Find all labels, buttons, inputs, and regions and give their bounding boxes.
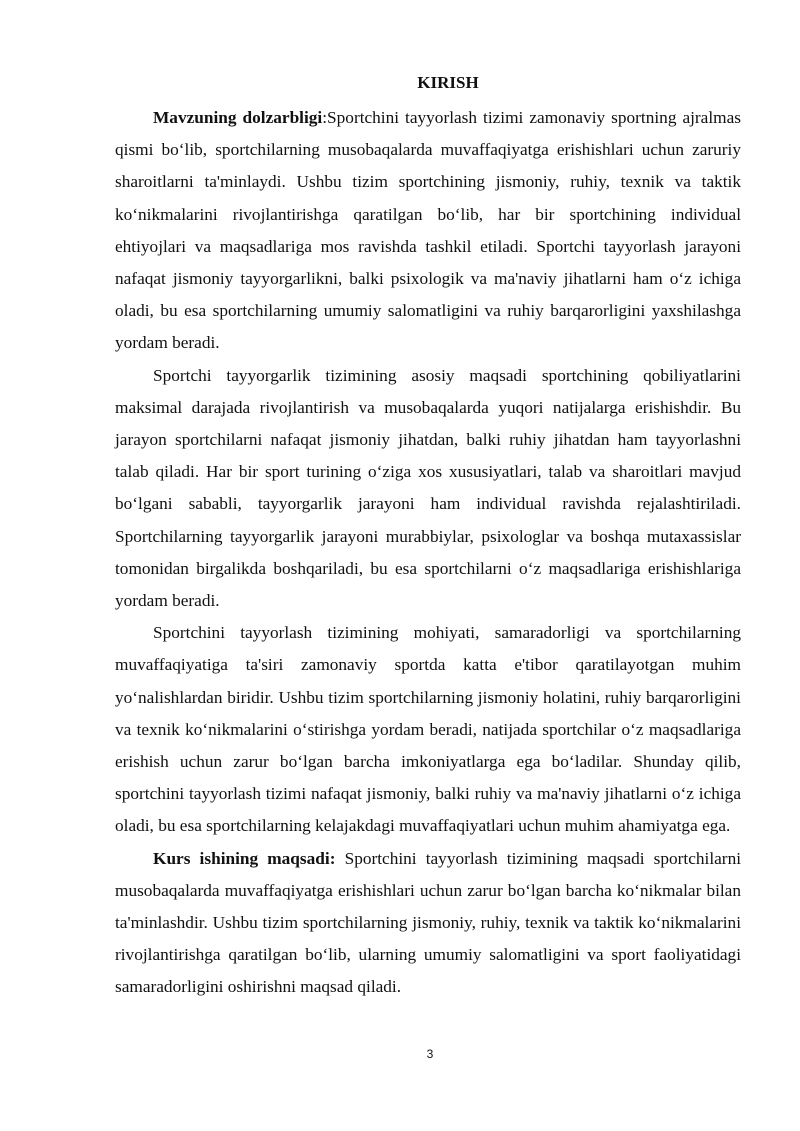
document-page [115, 72, 741, 1004]
paragraph-heading-relevance: Mavzuning dolzarbligi [153, 108, 323, 127]
paragraph-relevance [115, 102, 741, 360]
paragraph-course-aim [115, 843, 741, 1004]
heading-separator: : [322, 108, 328, 127]
paragraph-system-essence [115, 617, 741, 842]
paragraph-training-goal [115, 360, 741, 618]
paragraph-text: Sportchi tayyorgarlik tizimining asosiy maqsadi sportchining qobiliyatlarini maksimal darajada rivojlantirish va musobaqalarda yuqori natijalarga erishishdir. Bu jarayon sportchilarni nafaqat jismoniy jihatdan, balki ruhiy jihatdan ham tayyorlashni talab qiladi. Har bir sport turining o‘ziga xos xususiyatlari, talab va sharoitlari mavjud bo‘lgani sababli, tayyorgarlik jarayoni ham individual ravishda rejalashtiriladi. Sportchilarning tayyorgarlik jarayoni murabbiylar, psixologlar va boshqa mutaxassislar tomonidan birgalikda boshqariladi, bu esa sportchilarni o‘z maqsadlariga erishishlariga yordam beradi. [115, 365, 741, 611]
page-number: 3 [426, 1047, 434, 1061]
section-title: KIRISH [417, 73, 479, 92]
paragraph-text: Sportchini tayyorlash tizimining maqsadi sportchilarni musobaqalarda muvaffaqiyatga erishishlari uchun zarur bo‘lgan barcha ko‘nikmalar bilan ta'minlashdir. Ushbu tizim sportchilarning jismoniy, ruhiy, texnik va taktik ko‘nikmalarini rivojlantirishga qaratilgan bo‘lib, ularning umumiy salomatligini va sport faoliyatidagi samaradorligini oshirishni maqsad qiladi. [115, 848, 742, 997]
paragraph-heading-course-aim: Kurs ishining maqsadi: [153, 848, 336, 868]
heading-separator [335, 849, 344, 868]
paragraph-text: Sportchini tayyorlash tizimi zamonaviy sportning ajralmas qismi bo‘lib, sportchilarning musobaqalarda muvaffaqiyatga erishishlari uchun zaruriy sharoitlarni ta'minlaydi. Ushbu tizim sportchining jismoniy, ruhiy, texnik va taktik ko‘nikmalarini rivojlantirishga qaratilgan bo‘lib, har bir sportchining individual ehtiyojlari va maqsadlariga mos ravishda tashkil etiladi. Sportchi tayyorlash jarayoni nafaqat jismoniy tayyorgarlikni, balki psixologik va ma'naviy jihatlarni ham o‘z ichiga oladi, bu esa sportchilarning umumiy salomatligini va ruhiy barqarorligini yaxshilashga yordam beradi. [115, 108, 741, 353]
paragraph-text: Sportchini tayyorlash tizimining mohiyati, samaradorligi va sportchilarning muvaffaqiyatiga ta'siri zamonaviy sportda katta e'tibor qaratilayotgan muhim yo‘nalishlardan biridir. Ushbu tizim sportchilarning jismoniy holatini, ruhiy barqarorligini va texnik ko‘nikmalarini o‘stirishga yordam beradi, natijada sportchilar o‘z maqsadlariga erishish uchun zarur bo‘lgan barcha imkoniyatlarga ega bo‘ladilar. Shunday qilib, sportchini tayyorlash tizimi nafaqat jismoniy, balki ruhiy va ma'naviy jihatlarni o‘z ichiga oladi, bu esa sportchilarning kelajakdagi muvaffaqiyatlari uchun muhim ahamiyatga ega. [115, 623, 741, 836]
